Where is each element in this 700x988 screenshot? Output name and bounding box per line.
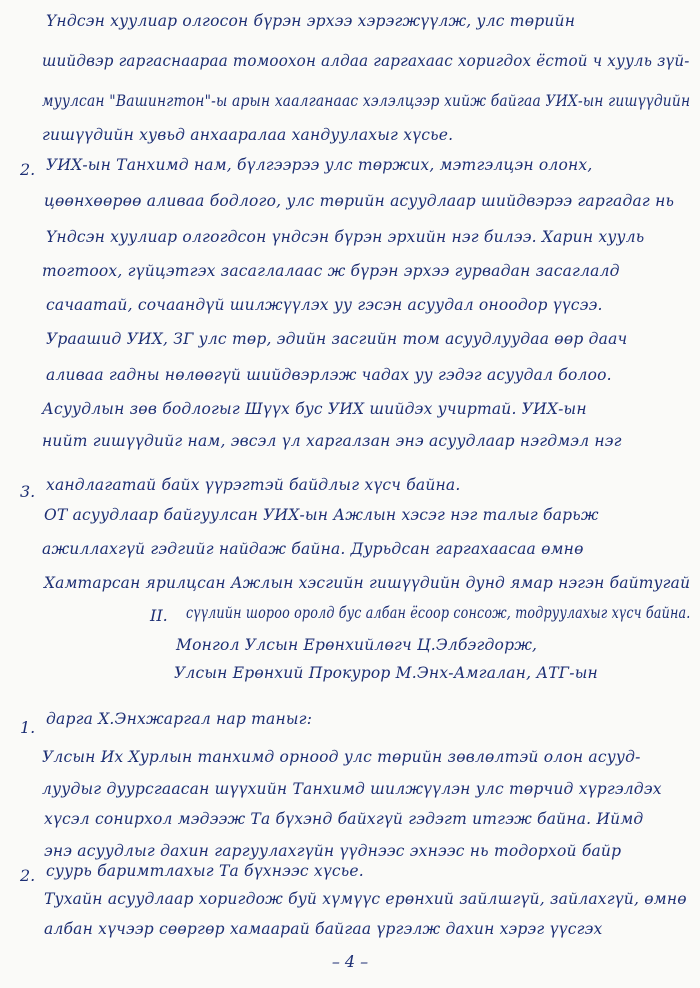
text-line: цөөнхөөрөө аливаа бодлого, улс төрийн асуудлаар шийдвэрээ гаргадаг нь xyxy=(44,192,675,210)
text-line: хүсэл сонирхол мэдээж Та бүхэнд байхгүй гэдэгт итгэж байна. Иймд xyxy=(44,810,644,828)
text-line: аливаа гадны нөлөөгүй шийдвэрлэж чадах уу гэдэг асуудал болоо. xyxy=(46,366,612,384)
text-line: Асуудлын зөв бодлогыг Шүүх бус УИХ шийдэх учиртай. УИХ-ын xyxy=(42,400,587,418)
text-line: Үндсэн хуулиар олгогдсон үндсэн бүрэн эрхийн нэг билээ. Харин хууль xyxy=(46,228,645,246)
text-line: луудыг дуурсгаасан шүүхийн Танхимд шилжүүлэн улс төрчид хүргэлдэх xyxy=(42,780,662,798)
item-number: 2. xyxy=(20,160,36,179)
text-line: шийдвэр гаргаснаараа томоохон алдаа гаргахаас хоригдох ёстой ч хууль зүй- xyxy=(42,52,690,70)
text-line: энэ асуудлыг дахин гаргуулахгүйн үүднээс эхнээс нь тодорхой байр xyxy=(44,842,622,860)
section-number: II. xyxy=(150,606,168,625)
text-line: ажиллахгүй гэдгийг найдаж байна. Дурьдсан гаргахаасаа өмнө xyxy=(42,540,584,558)
text-line: Монгол Улсын Ерөнхийлөгч Ц.Элбэгдорж, xyxy=(176,636,538,654)
text-line: Тухайн асуудлаар хоригдож буй хүмүүс ерөнхий зайлшгүй, зайлахгүй, өмнө xyxy=(44,890,687,908)
item-number: 3. xyxy=(20,482,36,501)
text-line: Үндсэн хуулиар олгосон бүрэн эрхээ хэрэгжүүлж, улс төрийн xyxy=(46,12,576,30)
text-line: Улсын Их Хурлын танхимд орноод улс төрийн зөвлөлтэй олон асууд- xyxy=(42,748,641,766)
text-line: нийт гишүүдийг нам, эвсэл үл харгалзан энэ асуудлаар нэгдмэл нэг xyxy=(42,432,622,450)
item-number: 1. xyxy=(20,718,36,737)
text-line: Ураашид УИХ, ЗГ улс төр, эдийн засгийн том асуудлуудаа өөр даач xyxy=(46,330,628,348)
text-line: суурь баримтлахыг Та бүхнээс хүсье. xyxy=(46,862,364,880)
text-line: УИХ-ын Танхимд нам, бүлгээрээ улс төржих, мэтгэлцэн олонх, xyxy=(46,156,593,174)
text-line: ОТ асуудлаар байгуулсан УИХ-ын Ажлын хэсэг нэг талыг барьж xyxy=(44,506,599,524)
page-number: – 4 – xyxy=(331,952,369,971)
text-line: хандлагатай байх үүрэгтэй байдлыг хүсч байна. xyxy=(46,476,461,494)
text-line: албан хүчээр сөөргөр хамаарай байгаа үргэлж дахин хэрэг үүсгэх xyxy=(44,920,603,938)
text-line: сүүлийн шороо оролд бус албан ёсоор сонсож, тодруулахыг хүсч байна. xyxy=(186,604,691,622)
text-line: тогтоох, гүйцэтгэх засаглалаас ж бүрэн эрхээ гурвадан засаглалд xyxy=(42,262,620,280)
text-line: дарга Х.Энхжаргал нар таныг: xyxy=(46,710,313,728)
text-line: муулсан "Вашингтон"-ы арын хаалганаас хэлэлцээр хийж байгаа УИХ-ын гишүүдийн xyxy=(42,92,691,110)
text-line: Улсын Ерөнхий Прокурор М.Энх-Амгалан, АТГ-ын xyxy=(174,664,598,682)
text-line: гишүүдийн хувьд анхааралаа хандуулахыг хүсье. xyxy=(42,126,454,144)
text-line: Хамтарсан ярилцсан Ажлын хэсгийн гишүүдийн дунд ямар нэгэн байтугай xyxy=(44,574,691,592)
item-number: 2. xyxy=(20,866,36,885)
text-line: сачаатай, сочаандүй шилжүүлэх уу гэсэн асуудал оноодор үүсээ. xyxy=(46,296,603,314)
